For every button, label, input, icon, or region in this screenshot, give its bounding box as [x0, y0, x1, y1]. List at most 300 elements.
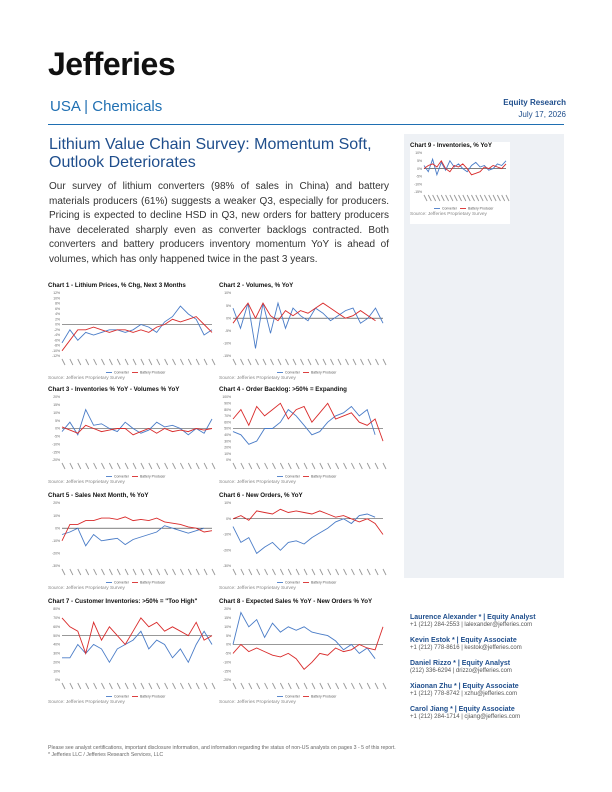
legend-label: Battery Producer — [140, 694, 166, 699]
series-line-converter — [233, 303, 383, 348]
x-tick-mark — [278, 359, 281, 365]
x-tick-mark — [351, 683, 354, 689]
x-tick-mark — [375, 683, 378, 689]
y-tick-label: 0% — [55, 426, 60, 431]
header-divider — [48, 124, 564, 125]
y-tick-label: -5% — [224, 651, 231, 656]
x-tick-mark — [367, 463, 370, 469]
x-tick-mark — [484, 195, 487, 201]
y-tick-label: -2% — [53, 327, 60, 332]
y-tick-label: -10% — [52, 442, 60, 447]
x-tick-mark — [428, 195, 431, 201]
chart-title: Chart 2 - Volumes, % YoY — [219, 282, 294, 289]
x-tick-mark — [367, 569, 370, 575]
x-tick-mark — [125, 463, 128, 469]
x-tick-mark — [101, 359, 104, 365]
x-tick-mark — [293, 359, 296, 365]
analyst-name: Carol Jiang * | Equity Associate — [410, 706, 515, 713]
chart-source: Source: Jefferies Proprietary Survey — [219, 480, 296, 485]
x-tick-mark — [157, 463, 160, 469]
chart3-figure — [48, 386, 216, 492]
x-tick-mark — [157, 359, 160, 365]
x-tick-mark — [288, 683, 291, 689]
x-tick-mark — [86, 683, 89, 689]
x-tick-mark — [383, 569, 386, 575]
y-tick-label: 0% — [417, 166, 422, 171]
chart6-figure — [219, 492, 387, 598]
x-tick-mark — [78, 359, 81, 365]
x-tick-mark — [101, 463, 104, 469]
x-tick-mark — [109, 569, 112, 575]
analyst-entry — [410, 683, 570, 697]
chart-title: Chart 1 - Lithium Prices, % Chg, Next 3 Months — [48, 282, 186, 289]
x-tick-mark — [117, 683, 120, 689]
analyst-name: Daniel Rizzo * | Equity Analyst — [410, 660, 511, 667]
x-tick-mark — [323, 359, 326, 365]
y-tick-label: 0% — [226, 458, 231, 463]
y-tick-label: 5% — [55, 418, 60, 423]
x-tick-mark — [212, 463, 215, 469]
x-tick-mark — [296, 463, 299, 469]
chart-title: Chart 5 - Sales Next Month, % YoY — [48, 492, 149, 499]
y-tick-label: -10% — [223, 660, 231, 665]
x-tick-mark — [304, 463, 307, 469]
analyst-contact[interactable]: +1 (212) 284-1714 | cjiang@jefferies.com — [410, 714, 521, 720]
x-tick-mark — [86, 359, 89, 365]
x-tick-mark — [180, 569, 183, 575]
chart-title: Chart 4 - Order Backlog: >50% = Expanding — [219, 386, 347, 393]
x-tick-mark — [249, 569, 252, 575]
x-tick-mark — [359, 463, 362, 469]
chart-title: Chart 3 - Inventories % YoY - Volumes % YoY — [48, 386, 180, 393]
y-tick-label: -15% — [223, 669, 231, 674]
y-tick-label: 10% — [53, 513, 60, 518]
x-tick-mark — [450, 195, 453, 201]
x-tick-mark — [351, 569, 354, 575]
x-tick-mark — [86, 463, 89, 469]
x-tick-mark — [446, 195, 449, 201]
legend-label: Battery Producer — [140, 370, 166, 375]
chart8-figure — [219, 598, 387, 712]
y-tick-label: -4% — [53, 333, 60, 338]
chart2-plot — [219, 289, 387, 376]
x-tick-mark — [368, 359, 371, 365]
report-type: Equity Research — [503, 98, 566, 107]
x-tick-mark — [280, 463, 283, 469]
y-tick-label: 100% — [222, 395, 231, 400]
x-tick-mark — [280, 683, 283, 689]
chart-source: Source: Jefferies Proprietary Survey — [48, 586, 125, 591]
x-tick-mark — [133, 683, 136, 689]
y-tick-label: 10% — [224, 451, 231, 456]
x-tick-mark — [196, 359, 199, 365]
y-tick-label: 15% — [53, 403, 60, 408]
y-tick-label: -20% — [52, 551, 60, 556]
y-tick-label: 5% — [417, 159, 422, 163]
series-line-battery — [233, 509, 383, 534]
x-tick-mark — [78, 569, 81, 575]
x-tick-mark — [204, 359, 207, 365]
series-line-battery — [233, 303, 376, 323]
x-tick-mark — [383, 463, 386, 469]
x-tick-mark — [62, 569, 65, 575]
x-tick-mark — [149, 463, 152, 469]
chart-title: Chart 9 - Inventories, % YoY — [410, 142, 492, 149]
y-tick-label: 80% — [53, 607, 60, 612]
chart6-plot — [219, 499, 387, 586]
x-tick-mark — [62, 359, 65, 365]
x-tick-mark — [173, 683, 176, 689]
y-tick-label: 10% — [224, 624, 231, 629]
y-tick-label: 20% — [53, 395, 60, 400]
x-tick-mark — [344, 683, 347, 689]
y-tick-label: 4% — [55, 312, 60, 317]
x-tick-mark — [188, 683, 191, 689]
x-tick-mark — [359, 569, 362, 575]
y-tick-label: -15% — [223, 354, 231, 359]
report-summary: Our survey of lithium converters (98% of sales in China) and battery materials producers (61%) suggests a weaker Q3, especially for producers. Pricing is expected to decline HSD in Q3, new orders for battery producers have decelerated sharply even as converter backlogs contracted. Both converters and battery producers inventory momentum YoY is ahead of volumes, which has only happened twice in the past 3 years. — [49, 181, 389, 265]
y-tick-label: -30% — [223, 564, 231, 569]
x-tick-mark — [133, 359, 136, 365]
chart-source: Source: Jefferies Proprietary Survey — [219, 376, 296, 381]
x-tick-mark — [351, 463, 354, 469]
x-tick-mark — [312, 683, 315, 689]
x-tick-mark — [149, 569, 152, 575]
x-tick-mark — [180, 463, 183, 469]
analyst-contact[interactable]: +1 (212) 778-8742 | xzhu@jefferies.com — [410, 691, 518, 697]
chart7-figure — [48, 598, 216, 712]
x-tick-mark — [265, 463, 268, 469]
y-tick-label: -5% — [53, 434, 60, 439]
x-tick-mark — [165, 359, 168, 365]
x-tick-mark — [359, 683, 362, 689]
chart-source: Source: Jefferies Proprietary Survey — [219, 700, 296, 705]
x-tick-mark — [272, 569, 275, 575]
x-tick-mark — [125, 359, 128, 365]
y-tick-label: -15% — [414, 190, 422, 195]
x-tick-mark — [367, 683, 370, 689]
analyst-contact[interactable]: +1 (212) 284-2553 | lalexander@jefferies.com — [410, 622, 533, 628]
y-tick-label: 0% — [226, 316, 231, 321]
x-tick-mark — [173, 359, 176, 365]
legend-label: Battery Producer — [468, 206, 494, 211]
x-tick-mark — [376, 359, 379, 365]
y-tick-label: -20% — [223, 678, 231, 683]
y-tick-label: 0% — [226, 642, 231, 647]
x-tick-mark — [165, 463, 168, 469]
x-tick-mark — [338, 359, 341, 365]
chart5-figure — [48, 492, 216, 598]
y-tick-label: 0% — [55, 678, 60, 683]
x-tick-mark — [86, 569, 89, 575]
x-tick-mark — [78, 463, 81, 469]
y-tick-label: 10% — [224, 291, 231, 296]
y-tick-label: 20% — [53, 501, 60, 506]
analyst-contact[interactable]: (212) 336-6294 | drizzo@jefferies.com — [410, 668, 512, 674]
x-tick-mark — [188, 463, 191, 469]
x-tick-mark — [272, 683, 275, 689]
y-tick-label: 0% — [55, 526, 60, 531]
analyst-list — [410, 614, 570, 729]
x-tick-mark — [117, 569, 120, 575]
y-tick-label: 10% — [53, 296, 60, 301]
legend-label: Converter — [442, 206, 457, 211]
x-tick-mark — [212, 359, 215, 365]
analyst-contact[interactable]: +1 (212) 778-8616 | kestok@jefferies.com — [410, 645, 522, 651]
x-tick-mark — [188, 569, 191, 575]
x-tick-mark — [188, 359, 191, 365]
x-tick-mark — [109, 683, 112, 689]
x-tick-mark — [70, 463, 73, 469]
x-tick-mark — [301, 359, 304, 365]
x-tick-mark — [471, 195, 474, 201]
x-tick-mark — [70, 683, 73, 689]
x-tick-mark — [304, 569, 307, 575]
y-tick-label: 10% — [53, 669, 60, 674]
x-tick-mark — [346, 359, 349, 365]
x-tick-mark — [94, 359, 97, 365]
legend-label: Converter — [285, 694, 300, 699]
x-tick-mark — [256, 359, 259, 365]
y-tick-label: 20% — [224, 445, 231, 450]
x-tick-mark — [101, 683, 104, 689]
y-tick-label: -10% — [414, 182, 422, 187]
x-tick-mark — [375, 463, 378, 469]
y-tick-label: -10% — [223, 341, 231, 346]
x-tick-mark — [141, 359, 144, 365]
x-tick-mark — [173, 569, 176, 575]
x-tick-mark — [78, 683, 81, 689]
x-tick-mark — [125, 569, 128, 575]
y-tick-label: 30% — [53, 651, 60, 656]
x-tick-mark — [233, 569, 236, 575]
x-tick-mark — [344, 463, 347, 469]
y-tick-label: -12% — [52, 354, 60, 359]
x-tick-mark — [280, 569, 283, 575]
x-tick-mark — [212, 683, 215, 689]
x-tick-mark — [433, 195, 436, 201]
x-tick-mark — [196, 463, 199, 469]
chart-source: Source: Jefferies Proprietary Survey — [410, 212, 487, 217]
x-tick-mark — [502, 195, 505, 201]
y-tick-label: 60% — [53, 624, 60, 629]
analyst-name: Laurence Alexander * | Equity Analyst — [410, 614, 536, 621]
x-tick-mark — [233, 359, 236, 365]
x-tick-mark — [336, 569, 339, 575]
x-tick-mark — [312, 463, 315, 469]
x-tick-mark — [506, 195, 509, 201]
x-tick-mark — [196, 569, 199, 575]
analyst-entry — [410, 706, 570, 720]
x-tick-mark — [94, 463, 97, 469]
x-tick-mark — [133, 569, 136, 575]
x-tick-mark — [296, 569, 299, 575]
chart4-figure — [219, 386, 387, 492]
x-tick-mark — [265, 683, 268, 689]
x-tick-mark — [62, 463, 65, 469]
y-tick-label: 40% — [224, 433, 231, 437]
analyst-name: Kevin Estok * | Equity Associate — [410, 637, 517, 644]
y-tick-label: 70% — [224, 414, 231, 419]
y-tick-label: 60% — [224, 420, 231, 425]
x-tick-mark — [271, 359, 274, 365]
x-tick-mark — [383, 359, 386, 365]
x-tick-mark — [361, 359, 364, 365]
chart-source: Source: Jefferies Proprietary Survey — [219, 586, 296, 591]
x-tick-mark — [489, 195, 492, 201]
legend-label: Battery Producer — [311, 474, 337, 479]
legend-label: Battery Producer — [140, 474, 166, 479]
y-tick-label: -5% — [224, 329, 231, 333]
x-tick-mark — [353, 359, 356, 365]
x-tick-mark — [149, 683, 152, 689]
chart3-plot — [48, 393, 216, 480]
x-tick-mark — [288, 463, 291, 469]
chart8-plot — [219, 605, 387, 700]
x-tick-mark — [249, 683, 252, 689]
x-tick-mark — [133, 463, 136, 469]
x-tick-mark — [286, 359, 289, 365]
y-tick-label: 0% — [226, 516, 231, 521]
x-tick-mark — [241, 359, 244, 365]
x-tick-mark — [263, 359, 266, 365]
y-tick-label: -10% — [52, 348, 60, 353]
x-tick-mark — [141, 463, 144, 469]
x-tick-mark — [308, 359, 311, 365]
sector-label: USA | Chemicals — [50, 98, 163, 115]
x-tick-mark — [165, 569, 168, 575]
x-tick-mark — [328, 463, 331, 469]
legend-label: Converter — [285, 474, 300, 479]
x-tick-mark — [204, 463, 207, 469]
chart2-figure — [219, 282, 387, 388]
chart-source: Source: Jefferies Proprietary Survey — [48, 480, 125, 485]
y-tick-label: -20% — [52, 458, 60, 463]
x-tick-mark — [288, 569, 291, 575]
x-tick-mark — [94, 683, 97, 689]
x-tick-mark — [248, 359, 251, 365]
y-tick-label: 0% — [55, 322, 60, 327]
x-tick-mark — [467, 195, 470, 201]
y-tick-label: 50% — [53, 633, 60, 638]
x-tick-mark — [344, 569, 347, 575]
x-tick-mark — [125, 683, 128, 689]
y-tick-label: 10% — [53, 410, 60, 415]
y-tick-label: 40% — [53, 642, 60, 647]
x-tick-mark — [296, 683, 299, 689]
x-tick-mark — [383, 683, 386, 689]
chart-title: Chart 6 - New Orders, % YoY — [219, 492, 303, 499]
y-tick-label: 10% — [224, 501, 231, 506]
analyst-entry — [410, 614, 570, 628]
x-tick-mark — [454, 195, 457, 201]
y-tick-label: 10% — [415, 151, 422, 156]
x-tick-mark — [141, 683, 144, 689]
x-tick-mark — [480, 195, 483, 201]
x-tick-mark — [336, 683, 339, 689]
x-tick-mark — [304, 683, 307, 689]
analyst-name: Xiaonan Zhu * | Equity Associate — [410, 683, 519, 690]
x-tick-mark — [265, 569, 268, 575]
y-tick-label: 90% — [224, 401, 231, 406]
x-tick-mark — [101, 569, 104, 575]
legend-label: Converter — [114, 580, 129, 585]
x-tick-mark — [463, 195, 466, 201]
series-line-converter — [62, 526, 204, 546]
y-tick-label: -20% — [223, 548, 231, 553]
x-tick-mark — [375, 569, 378, 575]
x-tick-mark — [233, 463, 236, 469]
disclaimer-text: Please see analyst certifications, important disclosure information, and information regarding the status of non-US analysts on pages 3 - 5 of this report. — [48, 745, 396, 751]
x-tick-mark — [257, 463, 260, 469]
x-tick-mark — [233, 683, 236, 689]
x-tick-mark — [204, 569, 207, 575]
y-tick-label: 80% — [224, 407, 231, 412]
x-tick-mark — [109, 359, 112, 365]
x-tick-mark — [157, 683, 160, 689]
y-tick-label: 15% — [224, 616, 231, 621]
x-tick-mark — [117, 463, 120, 469]
x-tick-mark — [272, 463, 275, 469]
disclaimer-entity: * Jefferies LLC / Jefferies Research Services, LLC — [48, 752, 164, 758]
x-tick-mark — [94, 569, 97, 575]
series-line-battery — [62, 517, 212, 541]
y-tick-label: 6% — [55, 306, 60, 311]
x-tick-mark — [459, 195, 462, 201]
series-line-converter — [233, 613, 375, 659]
chart-title: Chart 7 - Customer Inventories: >50% = "Too High" — [48, 598, 198, 605]
series-line-battery — [233, 403, 383, 441]
y-tick-label: -10% — [223, 532, 231, 537]
x-tick-mark — [493, 195, 496, 201]
y-tick-label: -8% — [53, 343, 60, 348]
x-tick-mark — [117, 359, 120, 365]
y-tick-label: 12% — [53, 291, 60, 296]
x-tick-mark — [204, 683, 207, 689]
x-tick-mark — [316, 359, 319, 365]
y-tick-label: 5% — [226, 633, 231, 638]
x-tick-mark — [212, 569, 215, 575]
x-tick-mark — [141, 569, 144, 575]
report-headline: Lithium Value Chain Survey: Momentum Soft, Outlook Deteriorates — [49, 136, 372, 171]
x-tick-mark — [180, 359, 183, 365]
x-tick-mark — [180, 683, 183, 689]
y-tick-label: -30% — [52, 564, 60, 569]
chart-title: Chart 8 - Expected Sales % YoY - New Orders % YoY — [219, 598, 373, 605]
x-tick-mark — [328, 569, 331, 575]
x-tick-mark — [249, 463, 252, 469]
legend-label: Converter — [285, 370, 300, 375]
x-tick-mark — [70, 569, 73, 575]
y-tick-label: 20% — [53, 660, 60, 665]
chart-source: Source: Jefferies Proprietary Survey — [48, 700, 125, 705]
chart4-plot — [219, 393, 387, 480]
x-tick-mark — [476, 195, 479, 201]
legend-label: Converter — [114, 370, 129, 375]
x-tick-mark — [173, 463, 176, 469]
y-tick-label: -15% — [52, 450, 60, 455]
x-tick-mark — [441, 195, 444, 201]
chart9-figure — [410, 142, 510, 224]
jefferies-logo: Jefferies — [48, 46, 176, 82]
chart-source: Source: Jefferies Proprietary Survey — [48, 376, 125, 381]
x-tick-mark — [331, 359, 334, 365]
legend-label: Converter — [285, 580, 300, 585]
legend-label: Battery Producer — [311, 580, 337, 585]
x-tick-mark — [241, 683, 244, 689]
y-tick-label: -10% — [52, 539, 60, 543]
series-line-battery — [233, 627, 383, 670]
